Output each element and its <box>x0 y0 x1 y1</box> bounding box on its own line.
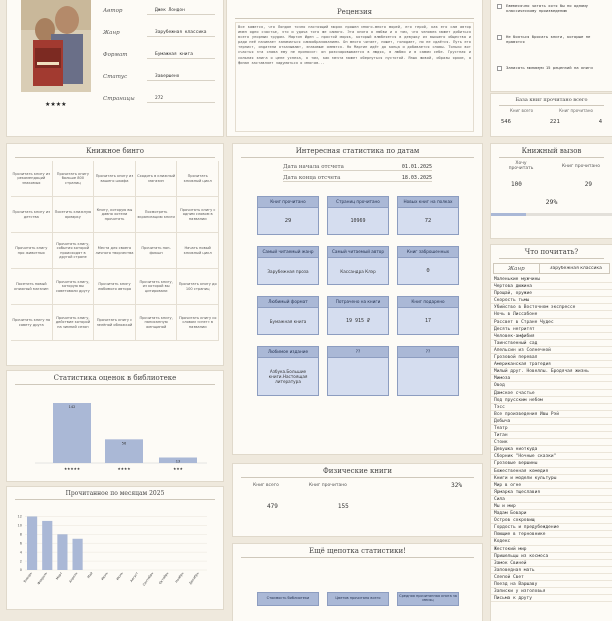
monthly-y-tick: 2 <box>19 559 22 564</box>
bingo-cell[interactable]: Прочитать книгу любимого автора <box>94 269 136 305</box>
stat-tile-label: Книг прочитано <box>257 196 319 208</box>
read-list-item: Божественная комедия <box>491 468 612 475</box>
monthly-category-label: Октябрь <box>158 571 170 586</box>
stat-tile-label: Новых книг на полках <box>397 196 459 208</box>
monthly-category-label: Февраль <box>36 571 49 586</box>
review-card <box>226 0 483 137</box>
bingo-cell[interactable]: Начать новый книжный цикл <box>177 233 219 269</box>
goal-item <box>497 33 606 64</box>
book-field-row <box>103 44 215 66</box>
read-list-item: Книги и модели культуры <box>491 475 612 482</box>
stat-tile-value <box>397 358 459 396</box>
stat-tile <box>327 296 389 335</box>
bingo-cell[interactable]: Прочитать книгу, из которой вы цитировали <box>136 269 178 305</box>
bingo-cell[interactable]: Книгу, которую вы давно хотели прочитать <box>94 197 136 233</box>
challenge-card <box>490 143 612 239</box>
read-list-item: Апельсин из Солнечной <box>491 347 612 354</box>
bingo-cell[interactable]: Посетить новый книжный магазин <box>11 269 53 305</box>
read-list-item: Мир в огне <box>491 482 612 489</box>
read-list-item: Сборник "Ночные сказки" <box>491 453 612 460</box>
bingo-cell[interactable]: Прочитать книгу до 100 страниц <box>177 269 219 305</box>
physical-percent: 32% <box>451 482 462 489</box>
read-list-item: Кодекс <box>491 538 612 545</box>
challenge-col1-label: Хочу прочитать <box>508 161 534 171</box>
stat-tile <box>257 196 319 235</box>
book-rating-stars: ★★★★ <box>45 101 67 108</box>
physical-read: 155 <box>337 503 349 510</box>
monthly-y-tick: 4 <box>19 550 22 555</box>
ratings-chart <box>7 385 223 475</box>
stat-tile-value: Бумажная книга <box>257 308 319 335</box>
end-date-label: Дата конца отсчета <box>283 175 341 181</box>
bingo-cell[interactable]: Прочитать книгу из детства <box>11 197 53 233</box>
monthly-y-tick: 12 <box>17 514 22 519</box>
monthly-category-label: Май <box>86 571 94 580</box>
read-list-item: Мадам Бовари <box>491 510 612 517</box>
physical-title: Физические книги <box>241 464 474 478</box>
bingo-cell[interactable]: Прочитать книгу с зелёной обложкой <box>94 305 136 341</box>
read-list-item: Ярмарка тщеславия <box>491 489 612 496</box>
challenge-title: Книжный вызов <box>499 144 604 158</box>
stat-tile <box>327 246 389 285</box>
read-list-item: Дамское счастье <box>491 390 612 397</box>
book-card <box>6 0 224 137</box>
read-list-item: Грозовые вершины <box>491 460 612 467</box>
genre-select[interactable]: Зарубежная классика <box>549 266 602 271</box>
read-list-item: Маленькие мужчины <box>491 276 612 283</box>
book-field-value[interactable]: Завершено <box>147 74 215 81</box>
monthly-card <box>6 486 224 610</box>
read-list-item: Письма к другу <box>491 595 612 602</box>
bingo-cell[interactable]: Прочитать книгу, действие которой на зимний сезон <box>53 305 95 341</box>
reading-goals-card <box>490 0 612 92</box>
book-field-row <box>103 0 215 22</box>
stat-tile-value: 72 <box>397 208 459 235</box>
end-date-value: 18.03.2025 <box>401 175 432 181</box>
book-field-value[interactable]: Бумажная книга <box>147 52 215 59</box>
monthly-category-label: Июнь <box>100 571 109 581</box>
challenge-read: 29 <box>584 181 592 188</box>
monthly-category-label: Декабрь <box>188 571 200 586</box>
goal-text: Записать минимум 15 рецензий на книги <box>506 65 593 70</box>
read-list-item: Остров сокровищ <box>491 517 612 524</box>
ratings-card <box>6 370 224 482</box>
monthly-bar <box>73 539 83 570</box>
book-field-value[interactable]: 272 <box>147 96 215 103</box>
read-list-item: Убийство в Восточном экспрессе <box>491 304 612 311</box>
base-read: 221 <box>549 119 560 125</box>
goal-text: Ежемесячно читать хотя бы по одному классическому произведению <box>506 3 588 13</box>
read-list-item: Гордость и предубеждение <box>491 524 612 531</box>
read-list-item: Мы и мир <box>491 503 612 510</box>
stat-tile-value: Зарубежная проза <box>257 258 319 285</box>
stat-tile <box>257 296 319 335</box>
read-list-item: Стоик <box>491 439 612 446</box>
monthly-chart <box>7 500 223 605</box>
read-list-item: Все произведения Ивы Рэй <box>491 411 612 418</box>
read-list-item: Титан <box>491 432 612 439</box>
stat-tile <box>327 346 389 396</box>
read-list-item: Американская трагедия <box>491 361 612 368</box>
stats-title: Интересная статистика по датам <box>241 144 474 158</box>
read-list-item: Сила <box>491 496 612 503</box>
more-stats-card <box>232 543 483 621</box>
bingo-cell[interactable]: Прочитать книжный цикл <box>177 161 219 197</box>
stat-tile-label: Книг подарено <box>397 296 459 308</box>
read-list-item: Прощай, оружие <box>491 290 612 297</box>
challenge-progress-bar <box>491 213 612 216</box>
bingo-cell[interactable]: Прочитать нон-фикшн <box>136 233 178 269</box>
bingo-cell[interactable]: Прочитать книгу со словом «снег» в названии <box>177 305 219 341</box>
monthly-y-tick: 10 <box>17 523 22 528</box>
more-tile-label: Стоимость библиотеки <box>257 592 319 606</box>
monthly-category-label: Июль <box>115 571 124 581</box>
ratings-category-label: ★★★★ <box>117 467 131 471</box>
book-field-label: Статус <box>103 74 128 80</box>
bingo-card <box>6 143 224 366</box>
stat-tile-label: Самый читаемый жанр <box>257 246 319 258</box>
start-date-value: 01.01.2025 <box>401 164 432 170</box>
read-list-item: Замок Свиней <box>491 560 612 567</box>
stat-tile-label: Книг заброшенных <box>397 246 459 258</box>
goal-item <box>497 2 606 33</box>
more-tile-label: Цветов прочитано всего <box>327 592 389 606</box>
monthly-bar <box>57 534 67 570</box>
bingo-cell[interactable]: Сходить в книжный магазин <box>136 161 178 197</box>
read-list-item: Жестокий мир <box>491 546 612 553</box>
read-list-item: Грозовой перевал <box>491 354 612 361</box>
goal-checkbox[interactable] <box>497 35 502 40</box>
read-list-item: Человек-амфибия <box>491 333 612 340</box>
stat-tile <box>397 246 459 285</box>
read-list-item: Пришельцы из космоса <box>491 553 612 560</box>
more-tiles <box>257 592 482 606</box>
physical-col2-label: Книг прочитано <box>308 483 347 488</box>
bingo-cell[interactable]: Прочитать книгу, события которой происходят в другой стране <box>53 233 95 269</box>
stat-tile-value: 10969 <box>327 208 389 235</box>
base-extra: 4 <box>598 119 602 125</box>
ratings-data-label: 142 <box>68 405 76 409</box>
ratings-category-label: ★★★★★ <box>63 467 81 471</box>
book-field-label: Жанр <box>103 30 120 36</box>
more-tile-label: Средняя прочитанная книга за месяц <box>397 592 459 606</box>
review-text: Все кажется, что Лондон точно настоящий моряк прошел много-много морей, его герой, как его сам автор имел одно счастье, это и удача того же самого. Эта книга о любви и о том, что человек может добиться всего упорным трудом. Мартин Иден — простой моряк, который влюбляется в девушку из высшего общества и ради неё начинает заниматься самообразованием. Он много читает, пишет, голодает, но не сдаётся. Путь его тернист, издатели отказывают, знакомые смеются. Но Мартин идёт до конца и добивается славы. Только вот счастья эта слава ему не приносит: он разочаровывается в людях, в любви и в самом себе. Грустная и сильная книга о цене успеха, о том, как мечта может обернуться пустотой. Язык живой, образы яркие, а финал заставляет задуматься о многом... <box>235 22 474 132</box>
read-list-item: Овод <box>491 382 612 389</box>
bingo-cell[interactable]: Прочитать книгу про животных <box>11 233 53 269</box>
bingo-cell[interactable]: Прочитать книгу по совету друга <box>11 305 53 341</box>
book-field-value[interactable]: Джек Лондон <box>147 8 215 15</box>
ratings-category-label: ★★★ <box>173 467 183 471</box>
book-field-row <box>103 66 215 88</box>
base-col2-label: Книг прочитано <box>559 108 593 113</box>
book-cover-image <box>21 0 91 92</box>
stat-tile <box>257 246 319 285</box>
stat-tile-label: Потрачено на книги <box>327 296 389 308</box>
base-title: База книг прочитано всего <box>499 94 604 106</box>
stat-tile-label: ?? <box>327 346 389 358</box>
stat-tile-label: Страниц прочитано <box>327 196 389 208</box>
stat-tile-value: 0 <box>397 258 459 285</box>
physical-card <box>232 463 483 537</box>
monthly-y-tick: 0 <box>19 568 22 573</box>
challenge-progress-fill <box>491 213 526 216</box>
read-list-item: Поющие в терновнике <box>491 531 612 538</box>
read-list-item: Милый друг. Новеллы. Бродячая жизнь <box>491 368 612 375</box>
read-list <box>491 276 612 618</box>
more-title: Ещё щепотка статистики! <box>241 544 474 558</box>
monthly-bar <box>42 521 52 570</box>
stat-tile-value: 29 <box>257 208 319 235</box>
read-list-item: Театр <box>491 425 612 432</box>
read-list-item: Десять негритят <box>491 326 612 333</box>
stat-tile-value: Азбука.Большие книги.Настоящая литература <box>257 358 319 396</box>
book-field-row <box>103 22 215 44</box>
monthly-category-label: Ноябрь <box>174 571 185 584</box>
read-list-item: Рассвет в Стране Чудес <box>491 319 612 326</box>
bingo-cell[interactable]: Посетить книжную ярмарку <box>53 197 95 233</box>
monthly-bar <box>27 516 37 570</box>
read-list-item: Девушка ниоткуда <box>491 446 612 453</box>
monthly-category-label: Апрель <box>68 571 79 584</box>
what-to-read-card <box>490 244 612 621</box>
ratings-title: Статистика оценок в библиотеке <box>15 371 215 385</box>
read-list-item: Ночь в Лиссабоне <box>491 311 612 318</box>
bingo-cell[interactable]: Прочитать книгу, которую вы советовали другу <box>53 269 95 305</box>
stat-tile-label: Самый читаемый автор <box>327 246 389 258</box>
ratings-data-label: 56 <box>121 441 127 446</box>
read-list-item: Под прусским небом <box>491 397 612 404</box>
stat-tile <box>397 196 459 235</box>
challenge-col2-label: Книг прочитано <box>561 163 600 169</box>
monthly-category-label: Август <box>129 571 140 583</box>
review-title: Рецензия <box>235 0 474 19</box>
physical-col1-label: Книг всего <box>253 483 279 488</box>
bingo-cell[interactable]: Прочитать книгу из рекомендаций знакомых <box>11 161 53 197</box>
read-list-item: Чертова дюжина <box>491 283 612 290</box>
ratings-bar <box>53 403 91 463</box>
monthly-category-label: Январь <box>22 571 33 584</box>
read-list-item: Записки у изголовья <box>491 588 612 595</box>
stat-tile <box>397 346 459 396</box>
bingo-cell[interactable]: Места для своего личного творчества <box>94 233 136 269</box>
read-list-item: Добыча <box>491 418 612 425</box>
monthly-y-tick: 8 <box>19 532 22 537</box>
read-list-item: Таинственный сад <box>491 340 612 347</box>
stat-tile-value: Кассандра Клэр <box>327 258 389 285</box>
bingo-cell[interactable]: Посмотреть экранизацию книги <box>136 197 178 233</box>
monthly-title: Прочитанное по месяцам 2025 <box>15 487 215 500</box>
goal-checkbox[interactable] <box>497 66 502 71</box>
book-field-row <box>103 88 215 110</box>
what-to-read-title: Что почитать? <box>499 245 604 259</box>
read-list-item: Поезд на Варшаву <box>491 581 612 588</box>
challenge-percent: 29% <box>545 198 558 206</box>
goal-text: Не бояться бросать книги, которые не нравятся <box>506 34 591 44</box>
challenge-goal: 100 <box>511 181 522 188</box>
book-field-label: Автор <box>103 8 123 14</box>
start-date-label: Дата начала отсчета <box>283 164 344 170</box>
bingo-cell[interactable]: Прочитать книгу из вашего шкафа <box>94 161 136 197</box>
bingo-cell[interactable]: Прочитать книгу, написанную женщиной <box>136 305 178 341</box>
stat-tiles <box>257 196 482 396</box>
stat-tile <box>327 196 389 235</box>
goal-item <box>497 64 606 95</box>
read-list-item: Слепой Свет <box>491 574 612 581</box>
goals-list <box>491 0 612 97</box>
read-list-item: Тэсс <box>491 404 612 411</box>
stat-tile-label: ?? <box>397 346 459 358</box>
stat-tile-label: Любимый формат <box>257 296 319 308</box>
read-list-item: Мимоза <box>491 375 612 382</box>
stats-card <box>232 143 483 455</box>
stat-tile <box>257 346 319 396</box>
base-books-card <box>490 93 612 137</box>
read-list-item: Скорость тьмы <box>491 297 612 304</box>
book-field-label: Формат <box>103 52 128 58</box>
stat-tile-value: 19 915 ₽ <box>327 308 389 335</box>
stat-tile-value: 17 <box>397 308 459 335</box>
stat-tile-value <box>327 358 389 396</box>
monthly-category-label: Сентябрь <box>141 571 155 587</box>
physical-total: 479 <box>267 503 278 510</box>
bingo-cell[interactable]: Прочитать книгу с одним словом в названии <box>177 197 219 233</box>
stat-tile-label: Любимое издание <box>257 346 319 358</box>
monthly-category-label: Март <box>55 571 64 581</box>
genre-label: Жанр <box>494 264 540 273</box>
goal-checkbox[interactable] <box>497 4 502 9</box>
book-field-label: Страницы <box>103 96 135 102</box>
stat-tile <box>397 296 459 335</box>
book-fields <box>103 0 215 110</box>
base-total: 546 <box>501 119 511 125</box>
base-col1-label: Книг всего <box>510 108 534 113</box>
book-field-value[interactable]: Зарубежная классика <box>147 30 215 37</box>
bingo-grid <box>11 161 219 341</box>
bingo-title: Книжное бинго <box>15 144 215 158</box>
read-list-item: Заповедная мать <box>491 567 612 574</box>
bingo-cell[interactable]: Прочитать книгу больше 800 страниц <box>53 161 95 197</box>
ratings-data-label: 13 <box>175 459 181 464</box>
monthly-y-tick: 6 <box>19 541 22 546</box>
